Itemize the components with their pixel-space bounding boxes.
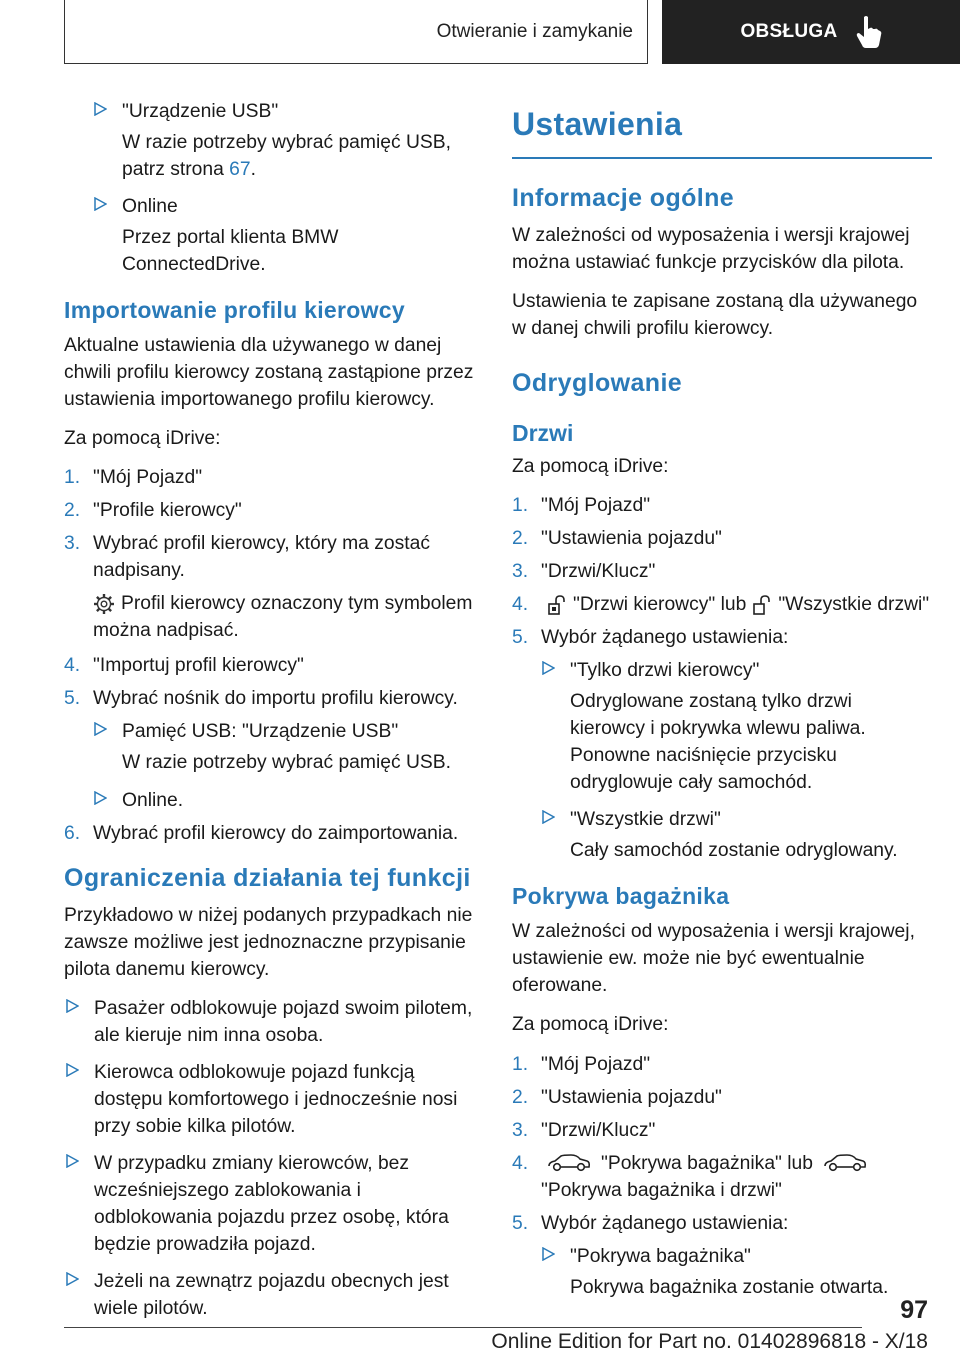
header-section-title: [64, 0, 648, 64]
paragraph: W zależności od wyposażenia i wersji krajowej, ustawienie ew. może nie być ewentualnie oferowane.: [512, 921, 915, 997]
triangle-bullet-icon: [94, 722, 107, 736]
triangle-bullet-icon: [542, 810, 555, 824]
left-column: [64, 98, 478, 1332]
triangle-bullet-icon: [66, 1063, 79, 1077]
bullet-text: [122, 129, 478, 183]
triangle-bullet-icon: [66, 1154, 79, 1168]
title-rule: [512, 157, 932, 159]
car-trunk-icon: [547, 1153, 591, 1173]
bullet-text: Cały samochód zostanie odryglowany.: [570, 840, 898, 862]
right-column: [512, 102, 932, 1311]
page-link[interactable]: 67: [229, 159, 251, 181]
step-text: "Drzwi/Klucz": [541, 1119, 656, 1141]
list-item: [64, 995, 478, 1049]
step-text: Wybrać profil kierowcy do zaimportowania.: [93, 822, 459, 844]
header-chapter-tab[interactable]: [662, 0, 960, 64]
chapter-title: OBSŁUGA: [740, 21, 838, 42]
step-number: 5.: [512, 627, 529, 649]
triangle-bullet-icon: [66, 1272, 79, 1286]
bullet-text: Pasażer odblokowuje pojazd swoim pilotem, ale kieruje nim inna osoba.: [94, 997, 473, 1046]
step-text: "Mój Pojazd": [541, 1053, 651, 1075]
numbered-step: [512, 1117, 932, 1144]
paragraph: W zależności od wyposażenia i wersji krajowej można ustawiać funkcje przycisków dla pilota.: [512, 224, 910, 273]
triangle-bullet-icon: [94, 197, 107, 211]
numbered-step: [64, 685, 478, 712]
trunk-heading: Pokrywa bagażnika: [512, 883, 730, 910]
step-text: "Drzwi/Klucz": [541, 561, 656, 583]
page-number: 97: [900, 1296, 928, 1324]
bullet-title: "Wszystkie drzwi": [570, 809, 721, 831]
paragraph: Ustawienia te zapisane zostaną dla używanego w danej chwili profilu kierowcy.: [512, 290, 918, 339]
step-number: 4.: [64, 655, 81, 677]
step-text: Wybrać profil kierowcy, który ma zostać nadpisany.: [93, 533, 430, 582]
triangle-bullet-icon: [94, 791, 107, 805]
bullet-title: Online: [122, 196, 178, 218]
step-number: 2.: [512, 1086, 529, 1108]
numbered-step: [512, 525, 932, 552]
list-item: [64, 1268, 478, 1322]
list-item: [64, 1059, 478, 1140]
bullet-title: "Tylko drzwi kierowcy": [570, 660, 760, 682]
note-text: Profil kierowcy oznaczony tym symbolem można nadpisać.: [93, 593, 473, 642]
footer-rule: [64, 1327, 862, 1328]
step-text: "Pokrywa bagażnika i drzwi": [541, 1179, 782, 1201]
step-number: 3.: [64, 533, 81, 555]
step-number: 3.: [512, 561, 529, 583]
paragraph: Za pomocą iDrive:: [512, 456, 669, 478]
bullet-text: W razie potrzeby wybrać pamięć USB.: [122, 752, 451, 774]
step-text: "Mój Pojazd": [93, 467, 203, 489]
step-text: "Ustawienia pojazdu": [541, 528, 722, 550]
section-title: Otwieranie i zamykanie: [436, 20, 633, 42]
numbered-step: [64, 497, 478, 524]
step-text: "Mój Pojazd": [541, 495, 651, 517]
step-number: 1.: [64, 467, 81, 489]
step-text: Wybór żądanego ustawienia:: [541, 627, 789, 649]
bullet-text: Jeżeli na zewnątrz pojazdu obecnych jest wiele pilotów.: [94, 1270, 449, 1319]
list-item: [64, 718, 478, 776]
bullet-text: Przez portal klienta BMW ConnectedDrive.: [122, 227, 339, 276]
bullet-text: Kierowca odblokowuje pojazd funkcją dostępu komfortowego i jednocześnie nosi przy sobie kilka pilotów.: [94, 1061, 458, 1137]
step-number: 2.: [64, 500, 81, 522]
list-item: [64, 787, 478, 814]
unlock-heading: Odryglowanie: [512, 368, 683, 397]
bullet-title: "Pokrywa bagażnika": [570, 1245, 751, 1267]
numbered-step: [512, 558, 932, 585]
step-number: 1.: [512, 1053, 529, 1075]
paragraph: Za pomocą iDrive:: [512, 1014, 669, 1036]
step-text: "Drzwi kierowcy" lub: [573, 594, 747, 616]
numbered-step: [64, 530, 478, 584]
step-text: Wybór żądanego ustawienia:: [541, 1212, 789, 1234]
bullet-text: W przypadku zmiany kierowców, bez wcześniejszego zablokowania i odblokowania pojazdu przez osobę, która będzie prowadziła pojazd.: [94, 1152, 449, 1255]
step-text: "Importuj profil kierowcy": [93, 655, 304, 677]
numbered-step: [512, 492, 932, 519]
step-text: "Ustawienia pojazdu": [541, 1086, 722, 1108]
triangle-bullet-icon: [542, 1247, 555, 1261]
bullet-title: Online.: [122, 789, 184, 811]
numbered-step: [64, 652, 478, 679]
step-number: 5.: [512, 1212, 529, 1234]
numbered-step: [64, 820, 478, 847]
car-trunk-doors-icon: [823, 1153, 867, 1173]
numbered-step: [512, 1051, 932, 1078]
list-item: [64, 193, 478, 278]
step-number: 6.: [64, 822, 81, 844]
list-item: [512, 657, 932, 796]
paragraph: Za pomocą iDrive:: [64, 428, 221, 450]
hand-pointer-icon: [854, 15, 882, 49]
step-number: 4.: [512, 594, 529, 616]
numbered-step: [512, 624, 932, 651]
numbered-step: [512, 1084, 932, 1111]
unlock-driver-door-icon: [547, 594, 567, 616]
footer-edition: Online Edition for Part no. 01402896818 - X/18: [491, 1330, 928, 1353]
paragraph: Aktualne ustawienia dla używanego w danej chwili profilu kierowcy zostaną zastąpione przez ustawienia importowanego profilu kierowcy.: [64, 335, 474, 411]
bullet-text: Odryglowane zostaną tylko drzwi kierowcy i pokrywka wlewu paliwa. Ponowne naciśnięcie przycisku odryglowuje cały samochód.: [570, 691, 866, 794]
paragraph: Przykładowo w niżej podanych przypadkach nie zawsze możliwe jest jednoznaczne przypisanie pilota danemu kierowcy.: [64, 904, 473, 980]
import-heading: Importowanie profilu kierowcy: [64, 297, 405, 324]
step-text: Wybrać nośnik do importu profilu kierowcy.: [93, 688, 458, 710]
step-number: 3.: [512, 1119, 529, 1141]
numbered-step: [512, 1150, 932, 1204]
step-text: "Profile kierowcy": [93, 500, 242, 522]
list-item: [64, 1150, 478, 1258]
step-number: 1.: [512, 495, 529, 517]
step-number: 4.: [512, 1152, 529, 1174]
bullet-text-part: W razie potrzeby wybrać pamięć USB, patrz strona: [122, 132, 451, 181]
step-number: 2.: [512, 528, 529, 550]
triangle-bullet-icon: [94, 102, 107, 116]
unlock-all-doors-icon: [752, 594, 772, 616]
numbered-step: [512, 1210, 932, 1237]
numbered-step: [512, 591, 932, 618]
list-item: [512, 1243, 932, 1301]
limits-heading: Ograniczenia działania tej funkcji: [64, 863, 471, 892]
bullet-title: Pamięć USB: "Urządzenie USB": [122, 721, 399, 743]
triangle-bullet-icon: [66, 999, 79, 1013]
list-item: [64, 98, 478, 183]
page-title: Ustawienia: [512, 106, 683, 142]
gear-icon: [93, 593, 115, 615]
step-text: "Pokrywa bagażnika" lub: [601, 1152, 813, 1174]
step-number: 5.: [64, 688, 81, 710]
triangle-bullet-icon: [542, 661, 555, 675]
numbered-step: [64, 464, 478, 491]
general-heading: Informacje ogólne: [512, 183, 735, 212]
bullet-text-end: .: [250, 159, 256, 181]
doors-heading: Drzwi: [512, 419, 574, 446]
bullet-text: Pokrywa bagażnika zostanie otwarta.: [570, 1276, 889, 1298]
list-item: [512, 806, 932, 864]
step-text: "Wszystkie drzwi": [778, 594, 930, 616]
gear-note: [64, 590, 478, 644]
bullet-title: "Urządzenie USB": [122, 101, 279, 122]
